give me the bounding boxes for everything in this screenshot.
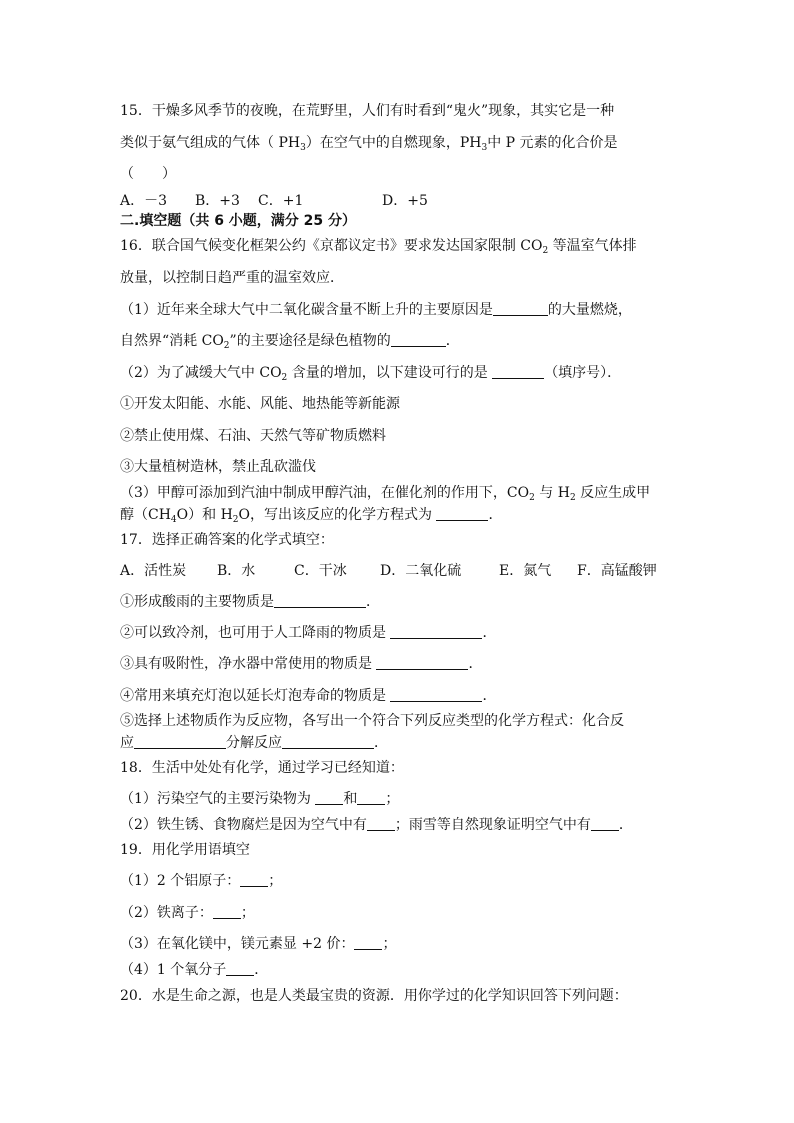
q18-title: 18．生活中处处有化学，通过学习已经知道： bbox=[120, 760, 404, 776]
q15-text-c: 中 P 元素的化合价是 bbox=[487, 135, 618, 151]
q15-option-a: A．－3 bbox=[120, 193, 168, 209]
q19-p1-end: ； bbox=[268, 873, 283, 889]
q15-sub-a: 3 bbox=[300, 143, 306, 153]
q18-part2 bbox=[120, 815, 633, 835]
q17-option-c: C．干冰 bbox=[294, 563, 347, 579]
q18-p1-text-c: ； bbox=[385, 791, 400, 807]
q17-i2-blank[interactable] bbox=[390, 624, 482, 639]
q19-p4-text: （4）1 个氧分子 bbox=[120, 962, 227, 978]
q16-p2-blank[interactable] bbox=[492, 364, 544, 379]
q16-p3-blank[interactable] bbox=[436, 506, 488, 521]
q17-item-5-line2 bbox=[120, 733, 388, 753]
q16-p1-blank2[interactable] bbox=[391, 332, 446, 347]
q18-p2-text-b: ；雨雪等自然现象证明空气中有 bbox=[394, 817, 591, 833]
q15-text-a: 类似于氨气组成的气体（ PH bbox=[120, 135, 301, 151]
q17-i3-blank[interactable] bbox=[376, 655, 468, 670]
q16-line1 bbox=[120, 236, 637, 256]
q16-p1-text-d: ”的主要途径是绿色植物的 bbox=[229, 333, 391, 349]
q18-part1 bbox=[120, 789, 399, 809]
q17-i5-blank2[interactable] bbox=[282, 734, 374, 749]
q16-p3-text-e: O）和 H bbox=[176, 507, 233, 523]
q17-item-1 bbox=[120, 592, 380, 612]
q17-item-4 bbox=[120, 686, 496, 706]
q19-p1-blank[interactable] bbox=[240, 872, 268, 887]
q17-i1-blank[interactable] bbox=[274, 593, 366, 608]
q19-p1-text: （1）2 个铝原子： bbox=[120, 873, 241, 889]
q16-p2-text-a: （2）为了减缓大气中 CO bbox=[120, 365, 282, 381]
q19-p2-blank[interactable] bbox=[213, 904, 241, 919]
q15-line1: 15．干燥多风季节的夜晚，在荒野里，人们有时看到“鬼火”现象，其实它是一种 bbox=[120, 103, 615, 119]
q16-choice-2: ②禁止使用煤、石油、天然气等矿物质燃料 bbox=[120, 428, 386, 444]
q16-p1-text-b: 的大量燃烧， bbox=[547, 302, 632, 318]
q17-option-d: D．二氧化硫 bbox=[380, 563, 462, 579]
q16-choice-3: ③大量植树造林，禁止乱砍滥伐 bbox=[120, 459, 316, 475]
q17-i5-text-b: 应 bbox=[120, 735, 134, 751]
q16-text-a: 16．联合国气候变化框架公约《京都议定书》要求发达国家限制 CO bbox=[120, 238, 543, 254]
q16-part3-line2 bbox=[120, 505, 502, 525]
q18-p2-blank1[interactable] bbox=[367, 816, 395, 831]
q15-option-b: B．+3 bbox=[195, 193, 240, 209]
q18-p2-blank2[interactable] bbox=[591, 816, 619, 831]
q18-p1-blank2[interactable] bbox=[357, 790, 385, 805]
q19-part4 bbox=[120, 960, 268, 980]
q17-option-f: F．高锰酸钾 bbox=[577, 563, 657, 579]
q18-p2-text-c: ． bbox=[618, 817, 633, 833]
q16-p3-text-a: （3）甲醇可添加到汽油中制成甲醇汽油，在催化剂的作用下，CO bbox=[120, 485, 530, 501]
q16-p3-sub-a: 2 bbox=[529, 493, 535, 503]
q17-option-a: A．活性炭 bbox=[120, 563, 187, 579]
q18-p1-blank1[interactable] bbox=[315, 790, 343, 805]
q16-p3-sub-b: 2 bbox=[569, 493, 576, 503]
q15-text-b: ）在空气中的自燃现象，PH bbox=[305, 135, 482, 151]
q15-option-c: C．+1 bbox=[258, 193, 304, 209]
q16-p1-sub: 2 bbox=[223, 341, 230, 351]
q16-p2-sub: 2 bbox=[281, 373, 288, 383]
q17-i1-text: ①形成酸雨的主要物质是 bbox=[120, 594, 274, 610]
q17-options bbox=[120, 561, 657, 581]
q16-line2: 放量，以控制日趋严重的温室效应． bbox=[120, 270, 344, 286]
q17-i4-end: ． bbox=[482, 688, 497, 704]
q16-part3-line1 bbox=[120, 483, 650, 503]
q19-p4-end: ． bbox=[254, 962, 269, 978]
q17-i1-end: ． bbox=[366, 594, 380, 610]
q16-part1-line1 bbox=[120, 300, 632, 320]
q16-p3-text-c: 反应生成甲 bbox=[575, 485, 651, 501]
q17-i3-end: ． bbox=[468, 656, 483, 672]
q19-p2-end: ； bbox=[240, 905, 255, 921]
q15-option-d: D．+5 bbox=[382, 193, 428, 209]
q17-option-b: B．水 bbox=[217, 563, 256, 579]
q19-part2 bbox=[120, 903, 255, 923]
q16-p1-blank1[interactable] bbox=[493, 301, 548, 316]
q17-i3-text: ③具有吸附性，净水器中常使用的物质是 bbox=[120, 656, 372, 672]
q15-line3: （ ） bbox=[120, 166, 176, 182]
q18-p1-text-b: 和 bbox=[343, 791, 358, 807]
q16-p2-text-c: （填序号）． bbox=[544, 365, 622, 381]
q16-p3-text-d: 醇（CH bbox=[120, 507, 171, 523]
q16-p1-text-a: （1）近年来全球大气中二氧化碳含量不断上升的主要原因是 bbox=[120, 302, 493, 318]
q16-sub: 2 bbox=[542, 246, 549, 256]
section-title: 二.填空题（共 6 小题，满分 25 分） bbox=[120, 213, 357, 229]
q16-part1-line2 bbox=[120, 331, 460, 351]
q17-title: 17．选择正确答案的化学式填空： bbox=[120, 532, 334, 548]
q17-i2-end: ． bbox=[482, 625, 497, 641]
q16-p3-text-b: 与 H bbox=[534, 485, 570, 501]
q19-p4-blank[interactable] bbox=[226, 961, 254, 976]
q16-p3-text-f: O，写出该反应的化学方程式为 bbox=[238, 507, 433, 523]
q17-i5-blank1[interactable] bbox=[134, 734, 226, 749]
q17-i4-text: ④常用来填充灯泡以延长灯泡寿命的物质是 bbox=[120, 688, 386, 704]
q16-p2-text-b: 含量的增加，以下建设可行的是 bbox=[287, 365, 488, 381]
q16-p1-text-e: ． bbox=[445, 333, 460, 349]
q19-p3-text: （3）在氧化镁中，镁元素显 +2 价： bbox=[120, 936, 355, 952]
q19-part1 bbox=[120, 871, 282, 891]
q19-part3 bbox=[120, 934, 396, 954]
q17-item-2 bbox=[120, 623, 496, 643]
q17-i5-text-c: 分解反应 bbox=[226, 735, 282, 751]
q19-p3-blank[interactable] bbox=[354, 935, 382, 950]
q16-p3-text-g: ． bbox=[488, 507, 503, 523]
q18-p2-text-a: （2）铁生锈、食物腐烂是因为空气中有 bbox=[120, 817, 367, 833]
q15-options bbox=[120, 191, 428, 211]
q17-item-3 bbox=[120, 654, 482, 674]
q19-p3-end: ； bbox=[382, 936, 397, 952]
q19-title: 19．用化学用语填空 bbox=[120, 842, 250, 858]
q17-i2-text: ②可以致冷剂，也可用于人工降雨的物质是 bbox=[120, 625, 386, 641]
q16-p1-text-c: 自然界“消耗 CO bbox=[120, 333, 224, 349]
q17-item-5-line1: ⑤选择上述物质作为反应物，各写出一个符合下列反应类型的化学方程式：化合反 bbox=[120, 713, 624, 729]
q18-p1-text-a: （1）污染空气的主要污染物为 bbox=[120, 791, 311, 807]
q16-choice-1: ①开发太阳能、水能、风能、地热能等新能源 bbox=[120, 396, 400, 412]
q16-text-b: 等温室气体排 bbox=[548, 238, 637, 254]
q16-p3-sub-d: 2 bbox=[232, 515, 239, 525]
q16-part2 bbox=[120, 363, 621, 383]
q19-p2-text: （2）铁离子： bbox=[120, 905, 213, 921]
q16-p3-sub-c: 4 bbox=[170, 515, 177, 525]
q17-i4-blank[interactable] bbox=[390, 687, 482, 702]
q20-title: 20．水是生命之源，也是人类最宝贵的资源．用你学过的化学知识回答下列问题： bbox=[120, 988, 628, 1004]
q17-option-e: E．氮气 bbox=[499, 563, 552, 579]
q15-sub-b: 3 bbox=[481, 143, 488, 153]
q15-line2 bbox=[120, 133, 618, 153]
q17-i5-end: ． bbox=[374, 735, 388, 751]
